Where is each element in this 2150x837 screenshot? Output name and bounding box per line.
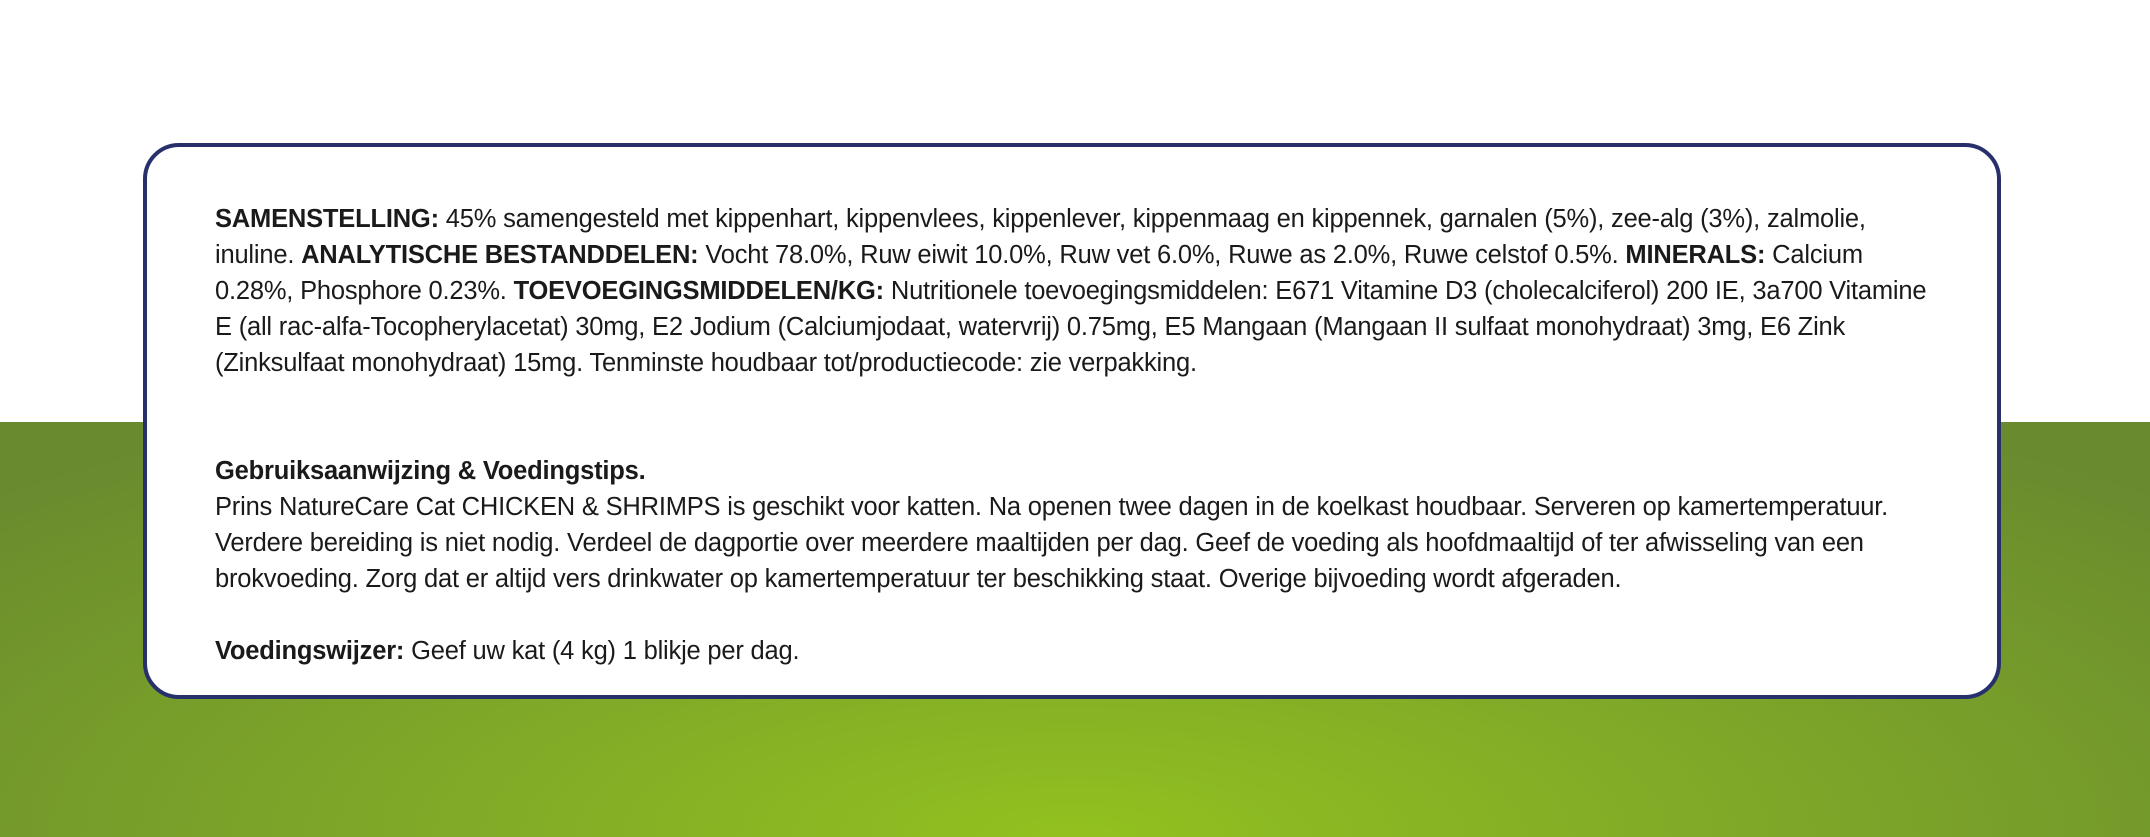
composition-label: SAMENSTELLING:: [215, 205, 439, 233]
minerals-label: MINERALS:: [1625, 241, 1766, 269]
feeding-guide-paragraph: [215, 633, 1929, 669]
usage-title: Gebruiksaanwijzing & Voedingstips.: [215, 457, 646, 485]
composition-text: 45% samengesteld met kippenhart, kippenvlees, kippenlever, kippenmaag en kippennek, garnalen (5%), zee-alg (3%), zalmolie, inuline.: [215, 205, 1866, 269]
additives-text: Nutritionele toevoegingsmiddelen: E671 Vitamine D3 (cholecalciferol) 200 IE, 3a700 Vitamine E (all rac-alfa-Tocopherylacetat) 30mg, E2 Jodium (Calciumjodaat, watervrij) 0.75mg, E5 Mangaan (Mangaan II sulfaat monohydraat) 3mg, E6 Zink (Zinksulfaat monohydraat) 15mg. Tenminste houdbaar tot/productiecode: zie verpakking.: [215, 277, 1927, 377]
label-text-card: [143, 143, 2001, 699]
feeding-guide-text: Geef uw kat (4 kg) 1 blikje per dag.: [404, 637, 800, 665]
analytical-text: Vocht 78.0%, Ruw eiwit 10.0%, Ruw vet 6.0%, Ruwe as 2.0%, Ruwe celstof 0.5%.: [698, 241, 1626, 269]
additives-label: TOEVOEGINGSMIDDELEN/KG:: [513, 277, 884, 305]
minerals-text: Calcium 0.28%, Phosphore 0.23%.: [215, 241, 1863, 305]
composition-paragraph: [215, 201, 1929, 381]
analytical-label: ANALYTISCHE BESTANDDELEN:: [301, 241, 699, 269]
usage-paragraph: Prins NatureCare Cat CHICKEN & SHRIMPS is geschikt voor katten. Na openen twee dagen in de koelkast houdbaar. Serveren op kamertemperatuur. Verdere bereiding is niet nodig. Verdeel de dagportie over meerdere maaltijden per dag. Geef de voeding als hoofdmaaltijd of ter afwisseling van een brokvoeding. Zorg dat er altijd vers drinkwater op kamertemperatuur ter beschikking staat. Overige bijvoeding wordt afgeraden.: [215, 493, 1889, 593]
feeding-guide-label: Voedingswijzer:: [215, 637, 405, 665]
